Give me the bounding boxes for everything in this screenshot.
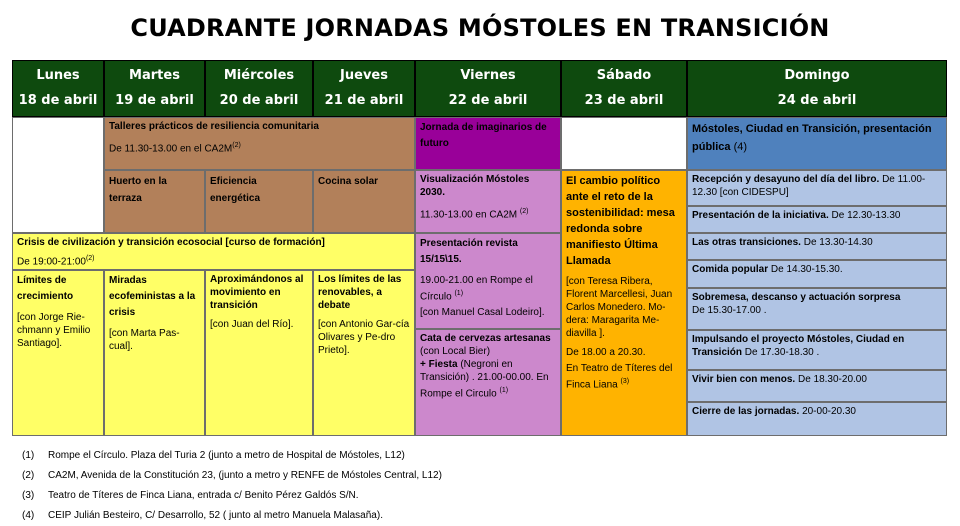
jueves-talk-who: [con Antonio Gar-cía Olivares y Pe-dro Prieto]. (318, 319, 410, 356)
crisis-ref: (2) (85, 255, 95, 262)
schedule-grid (12, 60, 947, 436)
footnote-number: (2) (22, 470, 35, 481)
jueves-talk-cell (313, 270, 415, 436)
day-name: Miércoles (223, 68, 295, 83)
domingo-item-5 (687, 330, 947, 370)
domingo-ref: (4) (733, 141, 748, 153)
day-header-viernes (415, 60, 561, 117)
day-name: Domingo (784, 68, 850, 83)
day-header-lunes (12, 60, 104, 117)
miercoles-talk-title: Aproximándonos al movimiento en transición (210, 274, 304, 311)
footnote-number: (3) (22, 490, 35, 501)
fiesta-ref: (1) (499, 387, 509, 394)
cata-line (420, 332, 556, 358)
visualizacion-cell (415, 170, 561, 233)
domingo-item-time: De 17.30-18.30 . (744, 347, 820, 358)
domingo-item-title: Vivir bien con menos. (692, 374, 796, 385)
domingo-item-time: 20-00-20.30 (802, 406, 856, 417)
domingo-item-title: Las otras transiciones. (692, 237, 801, 248)
lunes-talk-cell (12, 270, 104, 436)
day-name: Viernes (460, 68, 516, 83)
revista-time-line (420, 274, 556, 303)
miercoles-talk-cell (205, 270, 313, 436)
revista-ref: (1) (454, 290, 464, 297)
footnote-text: CEIP Julián Besteiro, C/ Desarrollo, 52 ( junto al metro Manuela Malasaña). (48, 510, 383, 521)
domingo-item-title: Comida popular (692, 264, 769, 275)
domingo-item-2 (687, 233, 947, 260)
visualizacion-time-line (420, 205, 556, 221)
visualizacion-ref: (2) (519, 208, 529, 215)
lunes-talk-title: Límites de crecimiento (17, 275, 74, 302)
crisis-time: De 19:00-21:00 (17, 256, 86, 268)
jornada-imaginarios-cell: Jornada de imaginarios de futuro (415, 117, 561, 170)
day-name: Jueves (340, 68, 388, 83)
fiesta-title: + Fiesta (420, 359, 458, 370)
huerto-cell: Huerto en la terraza (104, 170, 205, 233)
day-header-martes (104, 60, 205, 117)
talleres-time-line (109, 139, 410, 155)
revista-who: [con Manuel Casal Lodeiro]. (420, 307, 545, 319)
lunes-talk-who: [con Jorge Rie-chmann y Emilio Santiago]. (17, 312, 91, 349)
domingo-item-4 (687, 288, 947, 330)
talleres-cell (104, 117, 415, 170)
domingo-item-title: Presentación de la iniciativa. (692, 210, 829, 221)
footnote-text: Rompe el Círculo. Plaza del Turia 2 (junto a metro de Hospital de Móstoles, L12) (48, 450, 405, 461)
footnote-number: (4) (22, 510, 35, 521)
martes-talk-who: [con Marta Pas-cual]. (109, 328, 180, 352)
domingo-item-title: Cierre de las jornadas. (692, 406, 800, 417)
talleres-ref: (2) (232, 142, 241, 149)
domingo-item-3 (687, 260, 947, 288)
revista-cell (415, 233, 561, 329)
sabado-mesa-cell (561, 170, 687, 436)
sabado-place: En Teatro de Títeres del Finca Liana (566, 363, 673, 391)
cata-fiesta-cell (415, 329, 561, 436)
miercoles-talk-who: [con Juan del Río]. (210, 319, 294, 330)
domingo-item-time: De 11.00-12.30 [con CIDESPU] (692, 174, 926, 198)
day-header-miercoles (205, 60, 313, 117)
day-date: 21 de abril (324, 93, 404, 108)
cata-title: Cata de cervezas artesanas (420, 333, 551, 344)
domingo-item-6 (687, 370, 947, 402)
domingo-title: Móstoles, Ciudad en Transición, presentación pública (692, 123, 932, 153)
footnote-text: Teatro de Títeres de Finca Liana, entrada c/ Benito Pérez Galdós S/N. (48, 490, 359, 501)
domingo-item-time: De 18.30-20.00 (797, 374, 867, 385)
day-header-sabado (561, 60, 687, 117)
day-name: Lunes (36, 68, 80, 83)
martes-talk-title: Miradas ecofeministas a la crisis (109, 275, 196, 318)
cocina-cell: Cocina solar (313, 170, 415, 233)
eficiencia-cell: Eficiencia energética (205, 170, 313, 233)
fiesta-line (420, 358, 556, 400)
sabado-who: [con Teresa Ribera, Florent Marcellesi, Juan Carlos Monedero. Mo-dera: Maragarita Me-diavilla ]. (566, 276, 673, 339)
crisis-cell (12, 233, 415, 270)
day-date: 24 de abril (777, 93, 857, 108)
sabado-place-line (566, 362, 682, 391)
domingo-item-7 (687, 402, 947, 436)
domingo-item-0 (687, 170, 947, 206)
martes-talk-cell (104, 270, 205, 436)
domingo-item-time: De 12.30-13.30 (831, 210, 901, 221)
visualizacion-time: 11.30-13.00 en CA2M (420, 209, 518, 221)
day-date: 23 de abril (584, 93, 664, 108)
footnote (22, 486, 952, 506)
jueves-talk-title: Los límites de las renovables, a debate (318, 274, 402, 311)
talleres-title: Talleres prácticos de resiliencia comunitaria (109, 121, 319, 132)
empty-cell (12, 117, 104, 233)
domingo-item-time: De 13.30-14.30 (803, 237, 873, 248)
domingo-item-time: De 15.30-17.00 . (692, 305, 767, 316)
domingo-item-title: Impulsando el proyecto Móstoles, Ciudad en Transición (692, 334, 905, 358)
page-title: CUADRANTE JORNADAS MÓSTOLES EN TRANSICIÓN (130, 14, 830, 42)
day-date: 20 de abril (219, 93, 299, 108)
revista-time: 19.00-21.00 en Rompe el Círculo (420, 275, 533, 303)
day-date: 22 de abril (448, 93, 528, 108)
empty-cell (561, 117, 687, 170)
domingo-item-1 (687, 206, 947, 233)
sabado-title: El cambio político ante el reto de la sostenibilidad: mesa redonda sobre manifiesto Última Llamada (566, 175, 675, 267)
day-header-jueves (313, 60, 415, 117)
cata-with: (con Local Bier) (420, 346, 491, 357)
day-date: 18 de abril (18, 93, 98, 108)
domingo-item-time: De 14.30-15.30. (770, 264, 843, 275)
footnote-text: CA2M, Avenida de la Constitución 23, (junto a metro y RENFE de Móstoles Central, L12) (48, 470, 442, 481)
crisis-time-line (17, 252, 410, 268)
footnote (22, 466, 952, 486)
day-name: Sábado (596, 68, 652, 83)
fiesta-with: (Negroni en Transición) . 21.00-00.00. En Rompe el Circulo (420, 359, 549, 400)
footnotes (22, 446, 952, 526)
day-header-domingo (687, 60, 947, 117)
sabado-ref: (3) (620, 378, 630, 385)
sabado-time: De 18.00 a 20.30. (566, 347, 646, 358)
domingo-item-title: Recepción y desayuno del día del libro. (692, 174, 880, 185)
domingo-item-title: Sobremesa, descanso y actuación sorpresa (692, 292, 901, 303)
footnote (22, 446, 952, 466)
day-name: Martes (129, 68, 180, 83)
footnote (22, 506, 952, 526)
day-date: 19 de abril (115, 93, 194, 108)
domingo-title-line (692, 120, 942, 156)
footnote-number: (1) (22, 450, 35, 461)
domingo-header-cell (687, 117, 947, 170)
visualizacion-title: Visualización Móstoles 2030. (420, 174, 530, 198)
crisis-title: Crisis de civilización y transición ecosocial [curso de formación] (17, 237, 325, 248)
talleres-time: De 11.30-13.00 en el CA2M (109, 143, 233, 155)
revista-title: Presentación revista 15/15\15. (420, 238, 518, 265)
